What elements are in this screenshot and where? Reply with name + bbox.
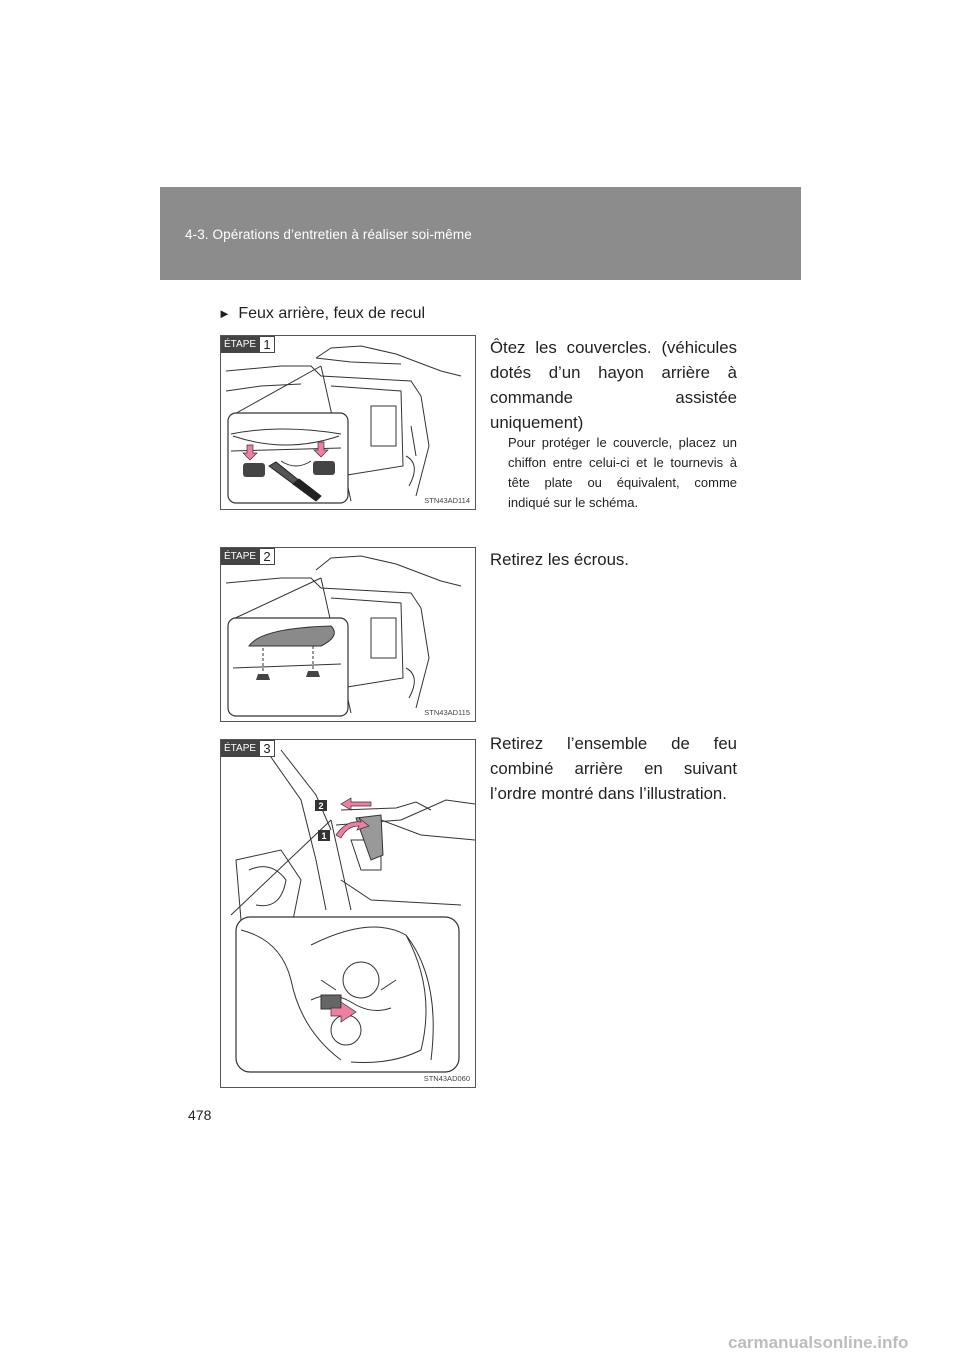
step1-badge [221,336,275,353]
step1-label: ÉTAPE [221,336,259,353]
step2-illustration [220,547,476,722]
step2-text: Retirez les écrous. [490,550,629,569]
step3-text: Retirez l’ensemble de feu combiné arrière en suivant l’ordre montré dans l’illustration. [490,734,737,803]
step3-number: 3 [259,740,275,757]
subsection-title [218,305,425,323]
step2-badge [221,548,275,565]
section-title: 4-3. Opérations d’entretien à réaliser soi-même [185,227,472,242]
step2-number: 2 [259,548,275,565]
section-header-bar [160,187,801,280]
step1-note: Pour protéger le couvercle, placez un chiffon entre celui-ci et le tournevis à tête plate ou équivalent, comme indiqué sur le schéma. [508,435,737,510]
step2-figure-code: STN43AD115 [424,708,470,717]
step1-drawing [221,336,475,509]
step2-drawing [221,548,475,721]
callout-2-number: 2 [318,801,324,811]
step3-figure-code: STN43AD060 [423,1074,470,1083]
step1-figure-code: STN43AD114 [424,496,470,505]
watermark: carmanualsonline.info [728,1333,909,1352]
subsection-title-text: Feux arrière, feux de recul [238,305,426,322]
callout-1-number: 1 [321,831,327,841]
step3-badge [221,740,275,757]
step1-illustration [220,335,476,510]
step1-text: Ôtez les couvercles. (véhicules dotés d’un hayon arrière à commande assistée uniquement) [490,338,737,432]
triangle-marker-icon: ► [218,306,231,321]
page-number: 478 [188,1107,212,1123]
step2-label: ÉTAPE [221,548,259,565]
step1-number: 1 [259,336,275,353]
step3-label: ÉTAPE [221,740,259,757]
arrow-left-icon [341,798,371,810]
step3-drawing [221,740,475,1087]
step3-illustration [220,739,476,1088]
